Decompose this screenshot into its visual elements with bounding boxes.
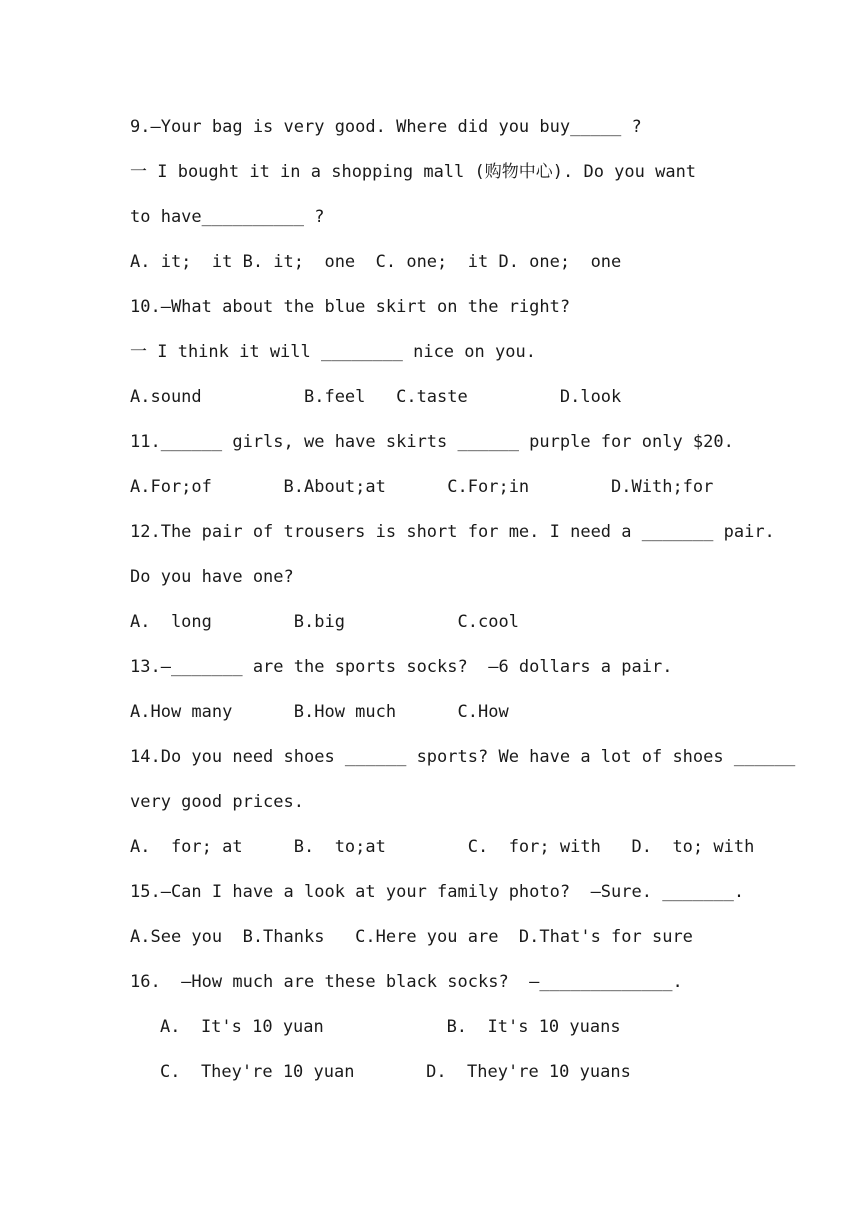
question-15-stem: 15.—Can I have a look at your family photo? —Sure. _______. — [130, 882, 745, 902]
question-13-stem: 13.—_______ are the sports socks? —6 dollars a pair. — [130, 657, 673, 677]
question-14-stem-cont: very good prices. — [130, 792, 304, 812]
question-9-stem: 9.—Your bag is very good. Where did you buy_____ ? — [130, 117, 642, 137]
question-10-stem: 10.—What about the blue skirt on the right? — [130, 297, 571, 317]
question-15-options: A.See you B.Thanks C.Here you are D.That's for sure — [130, 927, 693, 947]
question-9-reply-cont: to have__________ ? — [130, 207, 325, 227]
question-13-options: A.How many B.How much C.How — [130, 702, 509, 722]
question-11-stem: 11.______ girls, we have skirts ______ purple for only $20. — [130, 432, 734, 452]
question-11-options: A.For;of B.About;at C.For;in D.With;for — [130, 477, 714, 497]
question-12-options: A. long B.big C.cool — [130, 612, 519, 632]
question-12-stem: 12.The pair of trousers is short for me. I need a _______ pair. — [130, 522, 775, 542]
question-14-options: A. for; at B. to;at C. for; with D. to; with — [130, 837, 755, 857]
question-12-stem-cont: Do you have one? — [130, 567, 294, 587]
question-16-options-ab: A. It's 10 yuan B. It's 10 yuans — [160, 1017, 621, 1037]
question-16-stem: 16. —How much are these black socks? —_____________. — [130, 972, 683, 992]
question-16-options-cd: C. They're 10 yuan D. They're 10 yuans — [160, 1062, 631, 1082]
question-9-reply: 一 I bought it in a shopping mall (购物中心). Do you want — [130, 162, 697, 182]
question-10-reply: 一 I think it will ________ nice on you. — [130, 342, 536, 362]
question-14-stem: 14.Do you need shoes ______ sports? We have a lot of shoes ______ — [130, 747, 796, 767]
question-10-options: A.sound B.feel C.taste D.look — [130, 387, 622, 407]
question-9-options: A. it; it B. it; one C. one; it D. one; one — [130, 252, 622, 272]
